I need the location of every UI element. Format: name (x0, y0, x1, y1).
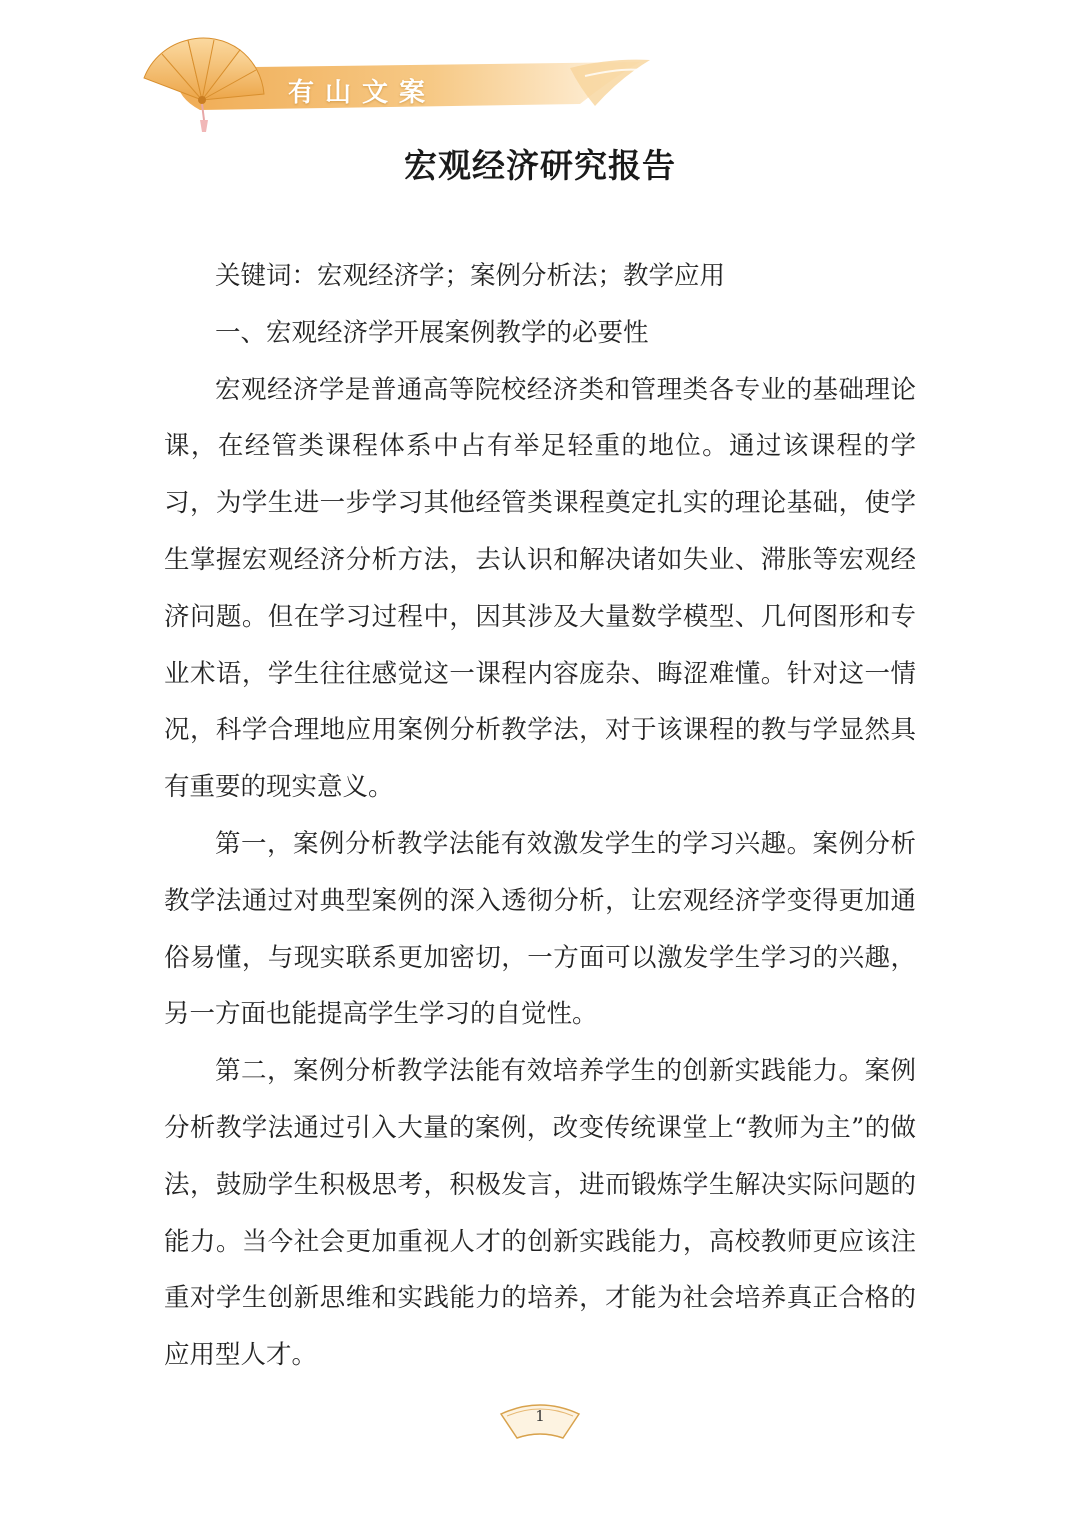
document-body (164, 248, 916, 1384)
page-number: 1 (535, 1407, 545, 1425)
brand-logo-text: 有山文案 (288, 78, 437, 108)
page-title: 宏观经济研究报告 (404, 146, 676, 185)
body-paragraph: 宏观经济学是普通高等院校经济类和管理类各专业的基础理论课，在经管类课程体系中占有举足轻重的地位。通过该课程的学习，为学生进一步学习其他经管类课程奠定扎实的理论基础，使学生掌握宏观经济分析方法，去认识和解决诸如失业、滞胀等宏观经济问题。但在学习过程中，因其涉及大量数学模型、几何图形和专业术语，学生往往感觉这一课程内容庞杂、晦涩难懂。针对这一情况，科学合理地应用案例分析教学法，对于该课程的教与学显然具有重要的现实意义。 (164, 374, 916, 803)
body-paragraph: 第一，案例分析教学法能有效激发学生的学习兴趣。案例分析教学法通过对典型案例的深入透彻分析，让宏观经济学变得更加通俗易懂，与现实联系更加密切，一方面可以激发学生学习的兴趣，另一方面也能提高学生学习的自觉性。 (164, 828, 916, 1030)
header-banner (140, 28, 670, 138)
keywords-paragraph: 关键词：宏观经济学；案例分析法；教学应用 (215, 261, 726, 291)
body-paragraph: 第二，案例分析教学法能有效培养学生的创新实践能力。案例分析教学法通过引入大量的案例，改变传统课堂上“教师为主”的做法，鼓励学生积极思考，积极发言，进而锻炼学生解决实际问题的能力。当今社会更加重视人才的创新实践能力，高校教师更应该注重对学生创新思维和实践能力的培养，才能为社会培养真正合格的应用型人才。 (164, 1056, 916, 1371)
page-number-badge (497, 1398, 583, 1444)
section-heading: 一、宏观经济学开展案例教学的必要性 (215, 317, 649, 348)
